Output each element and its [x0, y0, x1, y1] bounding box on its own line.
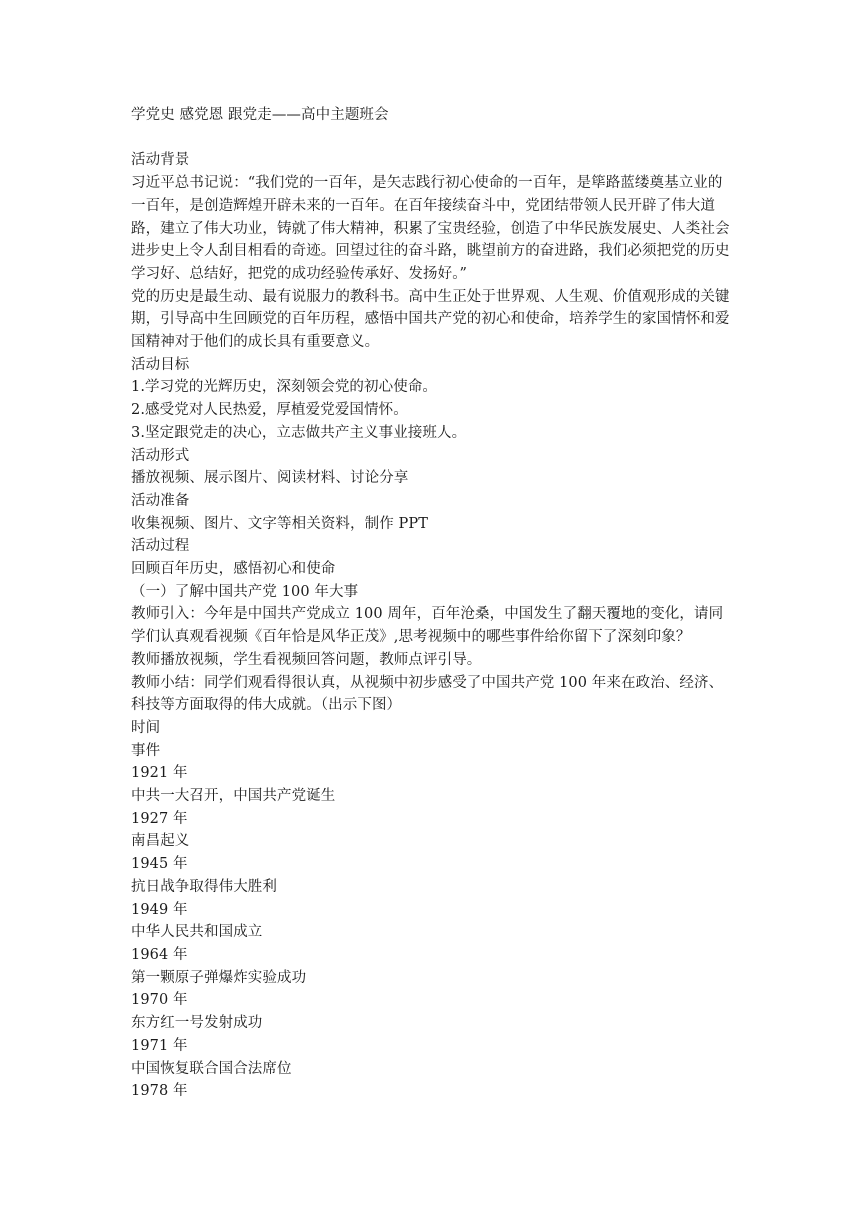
teacher-summary: 教师小结：同学们观看得很认真，从视频中初步感受了中国共产党 100 年来在政治、经济、科技等方面取得的伟大成就。（出示下图） — [131, 674, 724, 714]
goal-item-3: 3.坚定跟党走的决心，立志做共产主义事业接班人。 — [131, 424, 467, 441]
timeline-header-event: 事件 — [131, 742, 161, 759]
timeline-event: 中国恢复联合国合法席位 — [131, 1060, 292, 1077]
section-heading-preparation: 活动准备 — [131, 492, 190, 509]
timeline-header-time: 时间 — [131, 719, 161, 736]
timeline-event: 中共一大召开，中国共产党诞生 — [131, 788, 336, 805]
preparation-text: 收集视频、图片、文字等相关资料，制作 PPT — [131, 515, 428, 532]
timeline-year: 1921 年 — [131, 765, 188, 782]
form-text: 播放视频、展示图片、阅读材料、讨论分享 — [131, 470, 409, 487]
timeline-year: 1970 年 — [131, 992, 188, 1009]
timeline-event: 第一颗原子弹爆炸实验成功 — [131, 969, 307, 986]
section-heading-form: 活动形式 — [131, 447, 190, 464]
timeline-year: 1964 年 — [131, 947, 188, 963]
section-heading-process: 活动过程 — [131, 538, 190, 555]
document-body — [131, 104, 731, 1103]
goal-item-1: 1.学习党的光辉历史，深刻领会党的初心使命。 — [131, 379, 438, 396]
goal-item-2: 2.感受党对人民热爱，厚植爱党爱国情怀。 — [131, 402, 408, 419]
section-heading-background: 活动背景 — [131, 152, 190, 169]
background-paragraph-2: 党的历史是最生动、最有说服力的教科书。高中生正处于世界观、人生观、价值观形成的关键期，引导高中生回顾党的百年历程，感悟中国共产党的初心和使命，培养学生的家国情怀和爱国精神对于他们的成长具有重要意义。 — [131, 288, 730, 351]
timeline-year: 1971 年 — [131, 1037, 188, 1054]
process-subheading: 回顾百年历史，感悟初心和使命 — [131, 561, 336, 578]
timeline-year: 1927 年 — [131, 810, 188, 827]
background-paragraph-1: 习近平总书记说：“我们党的一百年，是矢志践行初心使命的一百年，是筚路蓝缕奠基立业的一百年，是创造辉煌开辟未来的一百年。在百年接续奋斗中，党团结带领人民开辟了伟大道路，建立了伟大功业，铸就了伟大精神，积累了宝贵经验，创造了中华民族发展史、人类社会进步史上令人刮目相看的奇迹。回望过往的奋斗路，眺望前方的奋进路，我们必须把党的历史学习好、总结好，把党的成功经验传承好、发扬好。” — [131, 175, 730, 282]
timeline-year: 1945 年 — [131, 856, 188, 873]
timeline-event: 抗日战争取得伟大胜利 — [131, 878, 277, 895]
teacher-intro: 教师引入：今年是中国共产党成立 100 周年，百年沧桑，中国发生了翻天覆地的变化，请同学们认真观看视频《百年恰是风华正茂》,思考视频中的哪些事件给你留下了深刻印象？ — [131, 606, 724, 646]
section-heading-goals: 活动目标 — [131, 356, 190, 373]
timeline-event: 南昌起义 — [131, 833, 190, 850]
timeline-year: 1949 年 — [131, 901, 188, 918]
timeline-event: 中华人民共和国成立 — [131, 924, 263, 941]
timeline-year: 1978 年 — [131, 1083, 188, 1100]
process-part-1: （一）了解中国共产党 100 年大事 — [131, 583, 359, 600]
teacher-play: 教师播放视频，学生看视频回答问题，教师点评引导。 — [131, 651, 482, 668]
document-title: 学党史 感党恩 跟党走——高中主题班会 — [131, 107, 389, 123]
timeline-event: 东方红一号发射成功 — [131, 1015, 263, 1032]
